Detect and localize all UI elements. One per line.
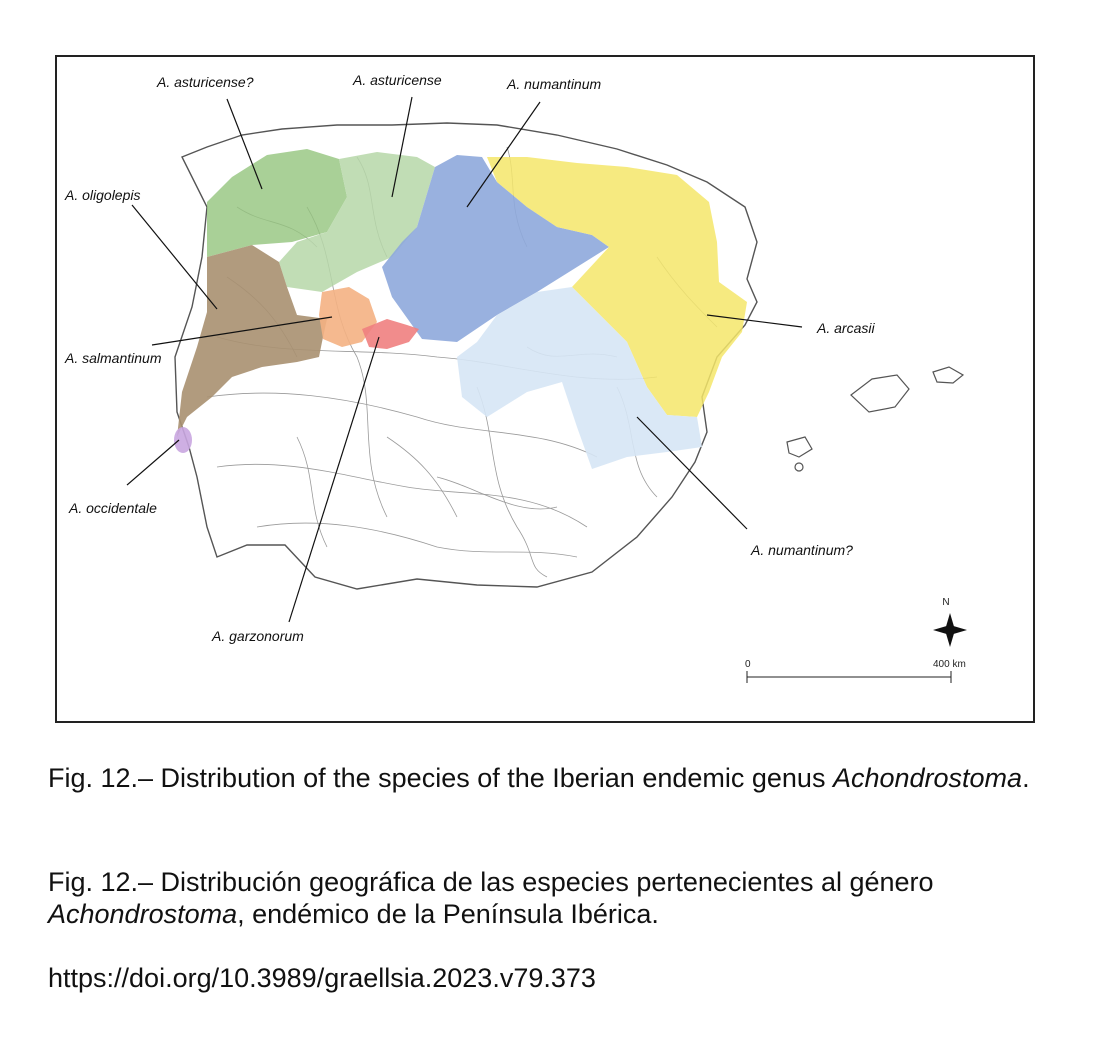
north-arrow-icon	[933, 597, 967, 647]
label-salmantinum: A. salmantinum	[65, 350, 162, 366]
scale-end-label: 400 km	[933, 659, 966, 670]
label-numantinum-q: A. numantinum?	[751, 542, 853, 558]
scale-start-label: 0	[745, 659, 751, 670]
label-oligolepis: A. oligolepis	[65, 187, 141, 203]
label-asturicense-q: A. asturicense?	[157, 74, 254, 90]
caption-spanish	[48, 866, 1058, 930]
area-occidentale	[174, 427, 192, 453]
balearic-islands	[787, 367, 963, 471]
label-occidentale: A. occidentale	[69, 500, 157, 516]
map-frame	[55, 55, 1035, 723]
doi-link[interactable]: https://doi.org/10.3989/graellsia.2023.v79.373	[48, 963, 596, 993]
caption-english-genus: Achondrostoma	[832, 763, 1023, 793]
iberia-map	[57, 57, 1033, 721]
label-numantinum: A. numantinum	[507, 76, 602, 92]
caption-english	[48, 762, 1058, 794]
label-garzonorum: A. garzonorum	[212, 628, 304, 644]
caption-english-suffix: .	[1022, 763, 1030, 793]
label-asturicense: A. asturicense	[353, 72, 442, 88]
caption-spanish-suffix: , endémico de la Península Ibérica.	[237, 899, 659, 929]
caption-spanish-genus: Achondrostoma	[48, 899, 238, 929]
label-arcasii: A. arcasii	[817, 320, 875, 336]
north-label: N	[942, 597, 950, 608]
caption-spanish-text: Fig. 12.– Distribución geográfica de las especies pertenecientes al género	[48, 867, 934, 897]
caption-english-text: Fig. 12.– Distribution of the species of the Iberian endemic genus	[48, 763, 833, 793]
scale-bar	[745, 659, 966, 683]
